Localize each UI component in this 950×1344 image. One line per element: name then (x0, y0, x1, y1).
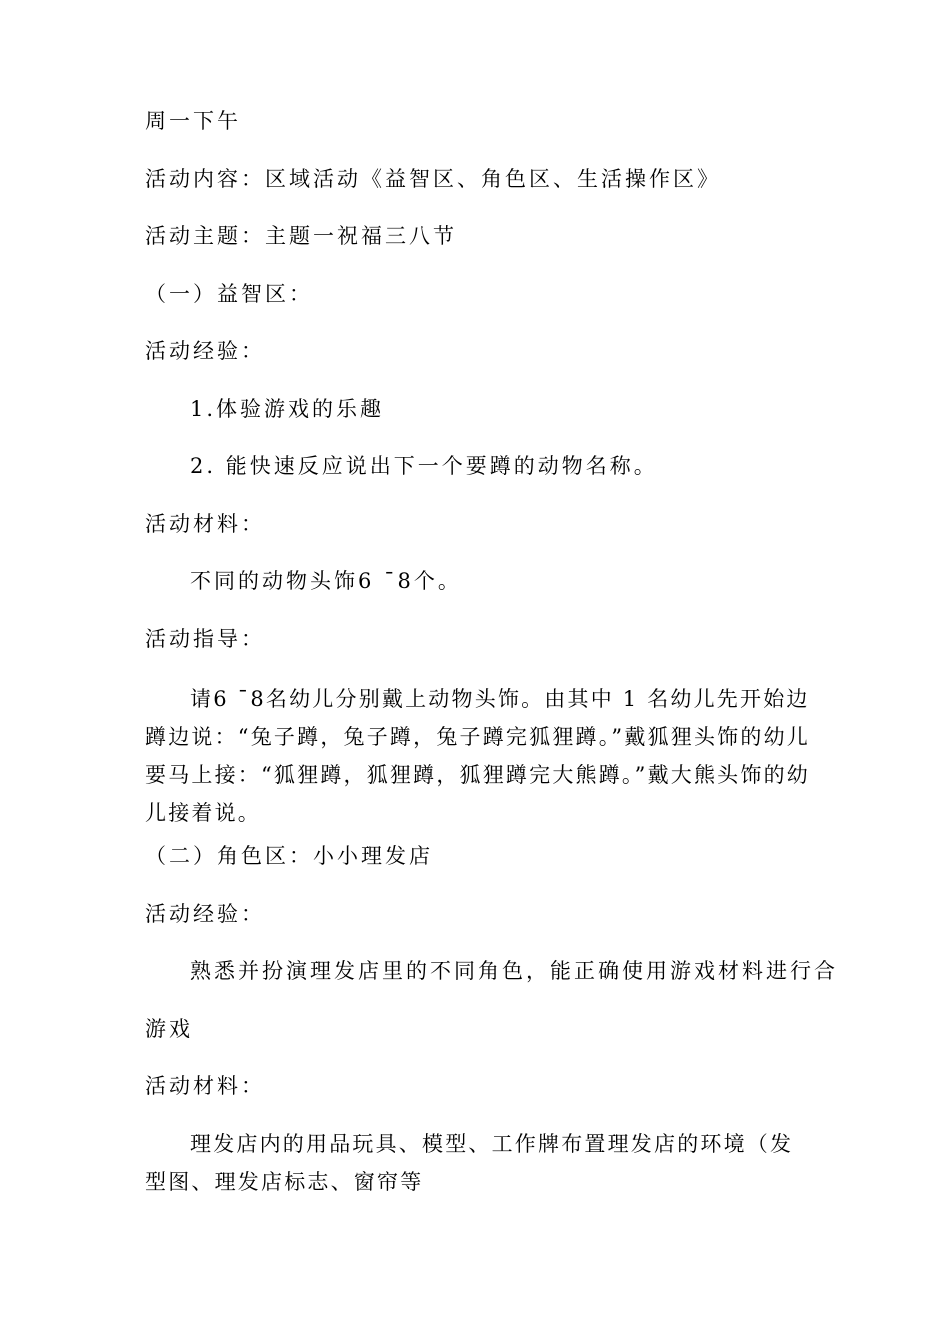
materials-paragraph-2: 理发店内的用品玩具、模型、工作牌布置理发店的环境（发型图、理发店标志、窗帘等 (145, 1132, 794, 1194)
activity-guidance-label: 活动指导： (145, 627, 265, 651)
activity-experience-label-2: 活动经验： (145, 902, 265, 926)
activity-experience-label: 活动经验： (145, 339, 265, 363)
section-one-heading: （一）益智区： (145, 282, 313, 306)
experience-text-2-continued: 游戏 (145, 1017, 193, 1041)
section-two-heading: （二）角色区：小小理发店 (145, 844, 433, 868)
experience-text-2: 熟悉并扮演理发店里的不同角色，能正确使用游戏材料进行合 (190, 959, 838, 983)
experience-item-1: 1.体验游戏的乐趣 (190, 397, 385, 421)
activity-materials-label-2: 活动材料： (145, 1074, 265, 1098)
guidance-paragraph: 请6 ¯8名幼儿分别戴上动物头饰。由其中 1 名幼儿先开始边蹲边说：“兔子蹲，兔子蹲，兔子蹲完狐狸蹲。”戴狐狸头饰的幼儿要马上接：“狐狸蹲，狐狸蹲，狐狸蹲完大熊蹲。”戴大熊头饰的幼儿接着说。 (145, 687, 810, 825)
activity-theme-line: 活动主题：主题一祝福三八节 (145, 224, 457, 248)
experience-item-2: 2. 能快速反应说出下一个要蹲的动物名称。 (190, 454, 658, 478)
activity-content-line: 活动内容：区域活动《益智区、角色区、生活操作区》 (145, 167, 721, 191)
materials-text: 不同的动物头饰6 ¯8个。 (190, 569, 462, 593)
section-day-heading: 周一下午 (145, 109, 241, 133)
activity-materials-label: 活动材料： (145, 512, 265, 536)
